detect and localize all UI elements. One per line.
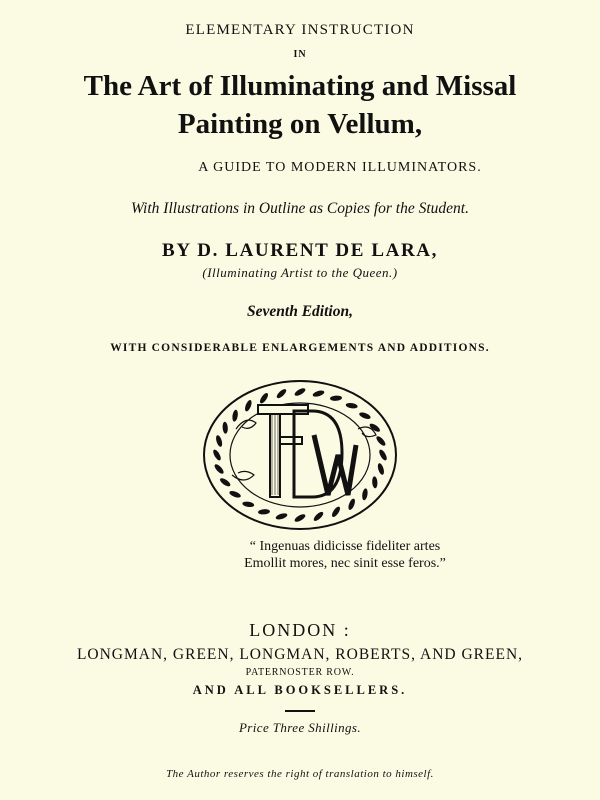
wreath-leaf (330, 395, 342, 401)
wreath-leaf (222, 422, 228, 434)
monogram-wreath-icon (198, 375, 402, 535)
wreath-leaf (358, 411, 371, 420)
wreath-leaf (229, 490, 242, 499)
wreath-leaf (372, 476, 378, 488)
imprint-city: LONDON : (249, 620, 351, 640)
imprint-street: PATERNOSTER ROW. (245, 667, 355, 678)
wreath-leaf (377, 463, 385, 476)
rights-notice: The Author reserves the right of translation to himself. (166, 768, 434, 780)
book-subtitle: A GUIDE TO MODERN ILLUMINATORS. (198, 160, 482, 175)
heading-in: IN (293, 49, 307, 60)
author-role: (Illuminating Artist to the Queen.) (202, 265, 398, 280)
wreath-leaf (312, 510, 324, 522)
wreath-leaf (213, 463, 225, 475)
wreath-leaf (330, 505, 341, 518)
book-title-line-2: Painting on Vellum, (177, 108, 423, 140)
author-line: BY D. LAURENT DE LARA, (162, 240, 438, 261)
wreath-leaf (375, 435, 387, 447)
wreath-leaf (258, 392, 269, 405)
illustrations-note: With Illustrations in Outline as Copies for the Student. (131, 200, 469, 217)
imprint-publisher: LONGMAN, GREEN, LONGMAN, ROBERTS, AND GREEN, (76, 646, 524, 663)
wreath-leaf (242, 501, 255, 508)
price-line: Price Three Shillings. (238, 720, 362, 735)
wreath-leaf (212, 449, 223, 462)
wreath-leaf (361, 488, 368, 501)
divider-rule (285, 710, 315, 712)
wreath-leaf (378, 449, 389, 462)
motto-line-1: “ Ingenuas didicisse fideliter artes (249, 539, 441, 554)
book-title-line-1: The Art of Illuminating and Missal (83, 70, 517, 102)
motto-line-2: Emollit mores, nec sinit esse feros.” (244, 556, 446, 571)
wreath-leaf (244, 399, 253, 412)
imprint-booksellers: AND ALL BOOKSELLERS. (192, 683, 408, 697)
wreath-leaf (275, 512, 288, 520)
wreath-leaf (312, 389, 325, 397)
wreath-leaf (219, 477, 232, 488)
wreath-leaf (215, 435, 223, 448)
wreath-leaf (258, 509, 270, 515)
wreath-leaf (232, 409, 239, 422)
wreath-leaf (294, 387, 307, 398)
wreath-leaf (345, 402, 358, 409)
heading-elementary-instruction: ELEMENTARY INSTRUCTION (185, 22, 415, 38)
wreath-leaf (275, 388, 287, 400)
wreath-leaf (347, 498, 356, 511)
wreath-leaf (294, 513, 307, 524)
edition-line: Seventh Edition, (247, 303, 353, 320)
enlargements-line: WITH CONSIDERABLE ENLARGEMENTS AND ADDITIONS. (110, 342, 490, 354)
